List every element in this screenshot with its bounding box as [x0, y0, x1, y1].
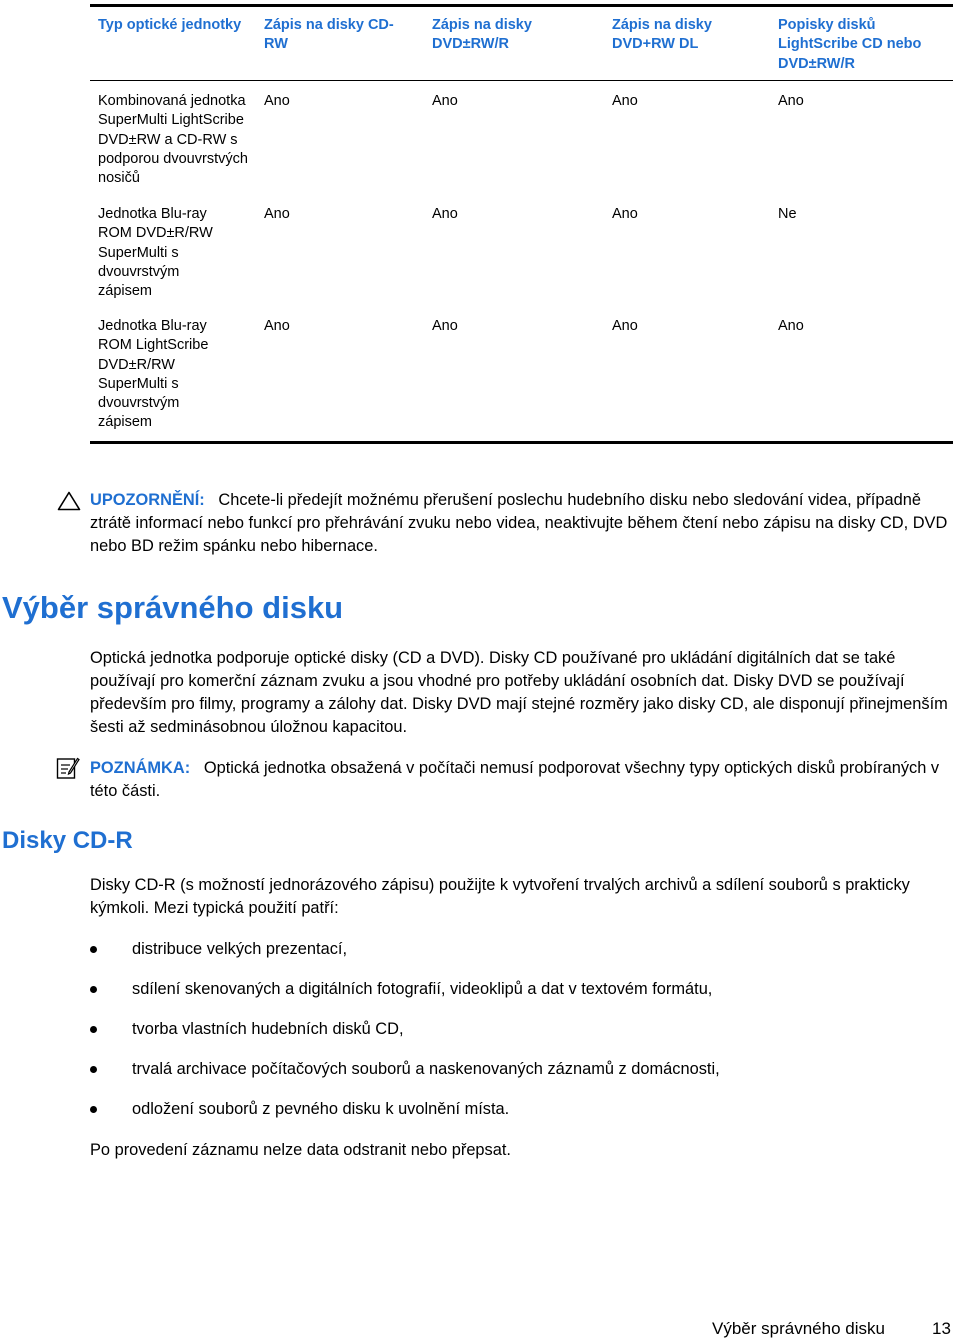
table-row-2-dvdrw: Ano: [432, 206, 458, 222]
table-row-3-lightscribe: Ano: [778, 318, 804, 334]
note-notice: [90, 757, 956, 803]
bullet-icon: [90, 1066, 97, 1073]
bullet-icon: [90, 1106, 97, 1113]
section-title: Výběr správného disku: [2, 590, 344, 625]
list-item-text: distribuce velkých prezentací,: [132, 940, 347, 958]
table-row-1-drive: Kombinovaná jednotka SuperMulti LightScribe DVD±RW a CD-RW s podporou dvouvrstvých nosičů: [98, 93, 248, 187]
table-row-3-dvdrw-dl: Ano: [612, 318, 638, 334]
list-item-text: trvalá archivace počítačových souborů a naskenovaných záznamů z domácnosti,: [132, 1060, 720, 1078]
table-row-2-dvdrw-dl: Ano: [612, 206, 638, 222]
bullet-icon: [90, 946, 97, 953]
table-bottom-rule: [90, 441, 953, 444]
caution-notice: [90, 489, 955, 558]
list-item-text: tvorba vlastních hudebních disků CD,: [132, 1020, 404, 1038]
table-header-drive-type: Typ optické jednotky: [98, 17, 242, 33]
footer-section-name: Výběr správného disku: [712, 1319, 885, 1338]
note-label: POZNÁMKA:: [90, 759, 191, 777]
subsection-title: Disky CD-R: [2, 827, 133, 854]
note-text: Optická jednotka obsažená v počítači nemusí podporovat všechny typy optických disků probíraných v této části.: [90, 759, 940, 800]
table-row-3-drive: Jednotka Blu-ray ROM LightScribe DVD±R/RW SuperMulti s dvouvrstvým zápisem: [98, 318, 209, 431]
table-row-2-lightscribe: Ne: [778, 206, 797, 222]
page-number: 13: [932, 1319, 951, 1338]
table-row-1-dvdrw: Ano: [432, 93, 458, 109]
caution-text: Chcete-li předejít možnému přerušení poslechu hudebního disku nebo sledování videa, případně ztrátě informací nebo funkcí pro přehrávání zvuku nebo videa, neaktivujte během čtení nebo zápisu na disky CD, DVD nebo BD režim spánku nebo hibernace.: [90, 491, 948, 555]
table-header-dvdrw: Zápis na disky DVD±RW/R: [432, 17, 532, 53]
table-row-2-cdrw: Ano: [264, 206, 290, 222]
table-header-dvdrw-dl: Zápis na disky DVD+RW DL: [612, 17, 712, 53]
table-row-2-drive: Jednotka Blu-ray ROM DVD±R/RW SuperMulti s dvouvrstvým zápisem: [98, 206, 213, 300]
bullet-icon: [90, 986, 97, 993]
table-row-1-lightscribe: Ano: [778, 93, 804, 109]
warning-triangle-icon: [57, 491, 81, 511]
table-header-cdrw: Zápis na disky CD-RW: [264, 17, 394, 53]
note-pencil-icon: [56, 756, 80, 780]
table-row-3-cdrw: Ano: [264, 318, 290, 334]
subsection-closing: Po provedení záznamu nelze data odstranit nebo přepsat.: [90, 1141, 511, 1159]
table-header-lightscribe: Popisky disků LightScribe CD nebo DVD±RW/R: [778, 17, 922, 72]
table-row-1-cdrw: Ano: [264, 93, 290, 109]
table-row-3-dvdrw: Ano: [432, 318, 458, 334]
bullet-icon: [90, 1026, 97, 1033]
table-header-rule: [90, 80, 953, 81]
list-item-text: odložení souborů z pevného disku k uvolnění místa.: [132, 1100, 510, 1118]
table-row-1-dvdrw-dl: Ano: [612, 93, 638, 109]
table-top-rule: [90, 4, 953, 7]
caution-label: UPOZORNĚNÍ:: [90, 491, 205, 509]
section-intro: Optická jednotka podporuje optické disky (CD a DVD). Disky CD používané pro ukládání digitálních dat se také používají pro komerční záznam zvuku a jsou vhodné pro potřeby ukládání osobních dat. Disky DVD se používají především pro filmy, programy a zálohy dat. Disky DVD mají stejné rozměry jako disky CD, ale disponují přinejmenším šesti až sedminásobnou úložnou kapacitou.: [90, 649, 948, 736]
list-item-text: sdílení skenovaných a digitálních fotografií, videoklipů a dat v textovém formátu,: [132, 980, 713, 998]
subsection-intro: Disky CD-R (s možností jednorázového zápisu) použijte k vytvoření trvalých archivů a sdílení souborů s prakticky kýmkoli. Mezi typická použití patří:: [90, 876, 910, 917]
